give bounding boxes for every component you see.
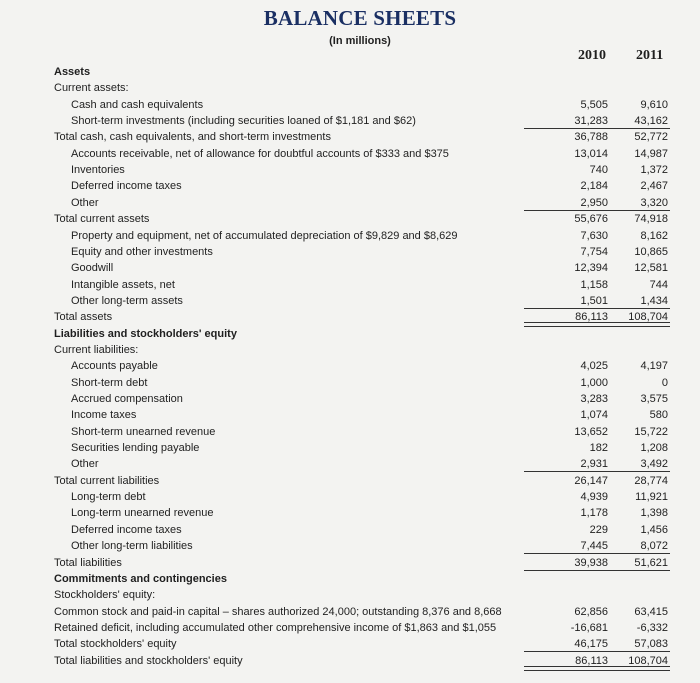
row-label: Short-term investments (including securities loaned of $1,181 and $62) — [71, 115, 416, 128]
value-2010: 1,000 — [580, 376, 608, 389]
value-2011: 580 — [649, 409, 668, 422]
value-2010: 86,113 — [528, 309, 608, 325]
units-subtitle: (In millions) — [329, 35, 391, 47]
table-row — [0, 473, 700, 489]
row-label: Long-term unearned revenue — [71, 507, 214, 520]
value-2010: 4,939 — [580, 491, 608, 504]
value-2010: 7,754 — [580, 245, 608, 258]
table-row — [0, 293, 700, 309]
row-label: Total assets — [54, 311, 113, 324]
value-2011: 744 — [649, 278, 668, 291]
row-label: Goodwill — [71, 262, 114, 275]
row-label: Total liabilities — [54, 556, 122, 569]
row-label: Assets — [54, 66, 91, 78]
value-2011: 3,575 — [640, 393, 668, 405]
value-2010: 7,630 — [580, 229, 608, 242]
table-row — [0, 391, 700, 407]
row-label: Deferred income taxes — [71, 180, 182, 193]
value-2011: 12,581 — [634, 262, 668, 275]
row-label: Total current liabilities — [54, 474, 160, 487]
table-row — [0, 195, 700, 211]
value-2010: 46,175 — [528, 636, 608, 652]
table-row — [0, 456, 700, 472]
row-label: Income taxes — [71, 409, 137, 422]
value-2011: 11,921 — [635, 491, 668, 504]
value-2011: 14,987 — [634, 147, 668, 160]
value-2010: 1,158 — [580, 278, 608, 291]
value-2011: 3,492 — [588, 456, 668, 472]
value-2010: 55,676 — [574, 213, 608, 226]
table-row — [0, 309, 700, 325]
value-2011: 63,415 — [634, 605, 668, 618]
value-2011: 8,162 — [640, 229, 668, 242]
value-2010: -16,681 — [570, 621, 608, 634]
row-label: Accounts payable — [71, 360, 158, 373]
row-label: Other long-term liabilities — [71, 540, 193, 553]
value-2010: 26,147 — [574, 474, 608, 487]
value-2010: 5,505 — [580, 98, 608, 111]
value-2011: 10,865 — [634, 245, 668, 258]
value-2011: 1,398 — [640, 507, 668, 520]
row-label: Current assets: — [54, 82, 129, 95]
value-2010: 13,014 — [574, 147, 608, 160]
table-row — [0, 407, 700, 423]
row-label: Other — [71, 196, 99, 209]
table-row — [0, 587, 700, 603]
row-label: Short-term unearned revenue — [71, 425, 216, 438]
table-row — [0, 375, 700, 391]
value-2011: 4,197 — [640, 360, 668, 373]
value-2011: 8,072 — [588, 538, 668, 554]
table-row — [0, 571, 700, 587]
table-row — [0, 342, 700, 358]
value-2010: 229 — [589, 523, 608, 536]
table-row — [0, 97, 700, 113]
table-row — [0, 489, 700, 505]
value-2011: 15,722 — [634, 425, 668, 438]
value-2011: 28,774 — [634, 474, 668, 487]
value-2011: 2,467 — [640, 180, 668, 193]
table-row — [0, 244, 700, 260]
row-label: Stockholders' equity: — [54, 589, 156, 602]
value-2010: 2,931 — [528, 456, 608, 472]
value-2011: 74,918 — [634, 213, 668, 226]
table-row — [0, 146, 700, 162]
value-2011: 43,162 — [588, 113, 668, 129]
value-2010: 2,184 — [580, 180, 608, 193]
row-label: Inventories — [71, 164, 125, 177]
row-label: Property and equipment, net of accumulated depreciation of $9,829 and $8,629 — [71, 229, 458, 242]
row-label: Total liabilities and stockholders' equity — [54, 654, 243, 667]
row-label: Accrued compensation — [71, 393, 183, 405]
table-row — [0, 424, 700, 440]
table-row — [0, 440, 700, 456]
table-row — [0, 113, 700, 129]
table-row — [0, 555, 700, 571]
row-label: Long-term debt — [71, 491, 146, 504]
table-row — [0, 505, 700, 521]
value-2010: 7,445 — [528, 538, 608, 554]
value-2011: 1,456 — [640, 523, 668, 536]
table-row — [0, 178, 700, 194]
row-label: Securities lending payable — [71, 442, 200, 455]
value-2011: 1,434 — [588, 293, 668, 309]
value-2011: -6,332 — [636, 621, 668, 634]
table-row — [0, 358, 700, 374]
value-2011: 0 — [661, 376, 668, 389]
value-2011: 1,208 — [640, 442, 668, 455]
value-2011: 57,083 — [588, 636, 668, 652]
row-label: Deferred income taxes — [71, 523, 182, 536]
value-2010: 2,950 — [528, 195, 608, 211]
value-2010: 1,501 — [528, 293, 608, 309]
table-row — [0, 64, 700, 80]
row-label: Short-term debt — [71, 376, 148, 389]
row-label: Commitments and contingencies — [54, 572, 227, 585]
table-row — [0, 80, 700, 96]
value-2011: 1,372 — [640, 164, 668, 177]
value-2010: 39,938 — [528, 555, 608, 571]
table-row — [0, 653, 700, 669]
table-row — [0, 260, 700, 276]
value-2010: 3,283 — [580, 393, 608, 405]
row-label: Intangible assets, net — [71, 278, 175, 291]
value-2010: 36,788 — [574, 131, 608, 144]
row-label: Other long-term assets — [71, 294, 183, 307]
row-label: Equity and other investments — [71, 245, 213, 258]
value-2010: 12,394 — [574, 262, 608, 275]
value-2011: 52,772 — [634, 131, 668, 144]
table-row — [0, 326, 700, 342]
value-2011: 108,704 — [588, 653, 668, 669]
table-row — [0, 620, 700, 636]
table-row — [0, 211, 700, 227]
value-2010: 1,074 — [580, 409, 608, 422]
row-label: Liabilities and stockholders' equity — [54, 327, 237, 340]
value-2011: 9,610 — [640, 98, 668, 111]
row-label: Cash and cash equivalents — [71, 98, 204, 111]
value-2010: 182 — [589, 442, 608, 455]
row-label: Retained deficit, including accumulated other comprehensive income of $1,863 and $1,055 — [54, 621, 497, 634]
table-row — [0, 277, 700, 293]
value-2010: 4,025 — [580, 360, 608, 373]
value-2010: 13,652 — [574, 425, 608, 438]
table-row — [0, 129, 700, 145]
value-2011: 51,621 — [588, 555, 668, 571]
year-header-2010: 2010 — [578, 48, 606, 63]
table-row — [0, 522, 700, 538]
row-label: Total cash, cash equivalents, and short-term investments — [54, 131, 331, 144]
page-title: BALANCE SHEETS — [263, 6, 457, 30]
value-2010: 86,113 — [528, 653, 608, 669]
row-label: Other — [71, 458, 99, 471]
table-row — [0, 162, 700, 178]
table-row — [0, 636, 700, 652]
row-label: Current liabilities: — [54, 343, 139, 356]
value-2010: 740 — [589, 164, 608, 177]
value-2010: 1,178 — [580, 507, 608, 520]
row-label: Common stock and paid-in capital – shares authorized 24,000; outstanding 8,376 and 8,668 — [54, 605, 502, 618]
row-label: Total stockholders' equity — [54, 638, 177, 651]
value-2011: 108,704 — [588, 309, 668, 325]
value-2010: 62,856 — [574, 605, 608, 618]
value-2011: 3,320 — [588, 195, 668, 211]
table-row — [0, 604, 700, 620]
row-label: Accounts receivable, net of allowance for doubtful accounts of $333 and $375 — [71, 147, 449, 160]
table-row — [0, 538, 700, 554]
row-label: Total current assets — [54, 213, 150, 226]
year-header-2011: 2011 — [636, 48, 664, 63]
table-row — [0, 228, 700, 244]
value-2010: 31,283 — [528, 113, 608, 129]
